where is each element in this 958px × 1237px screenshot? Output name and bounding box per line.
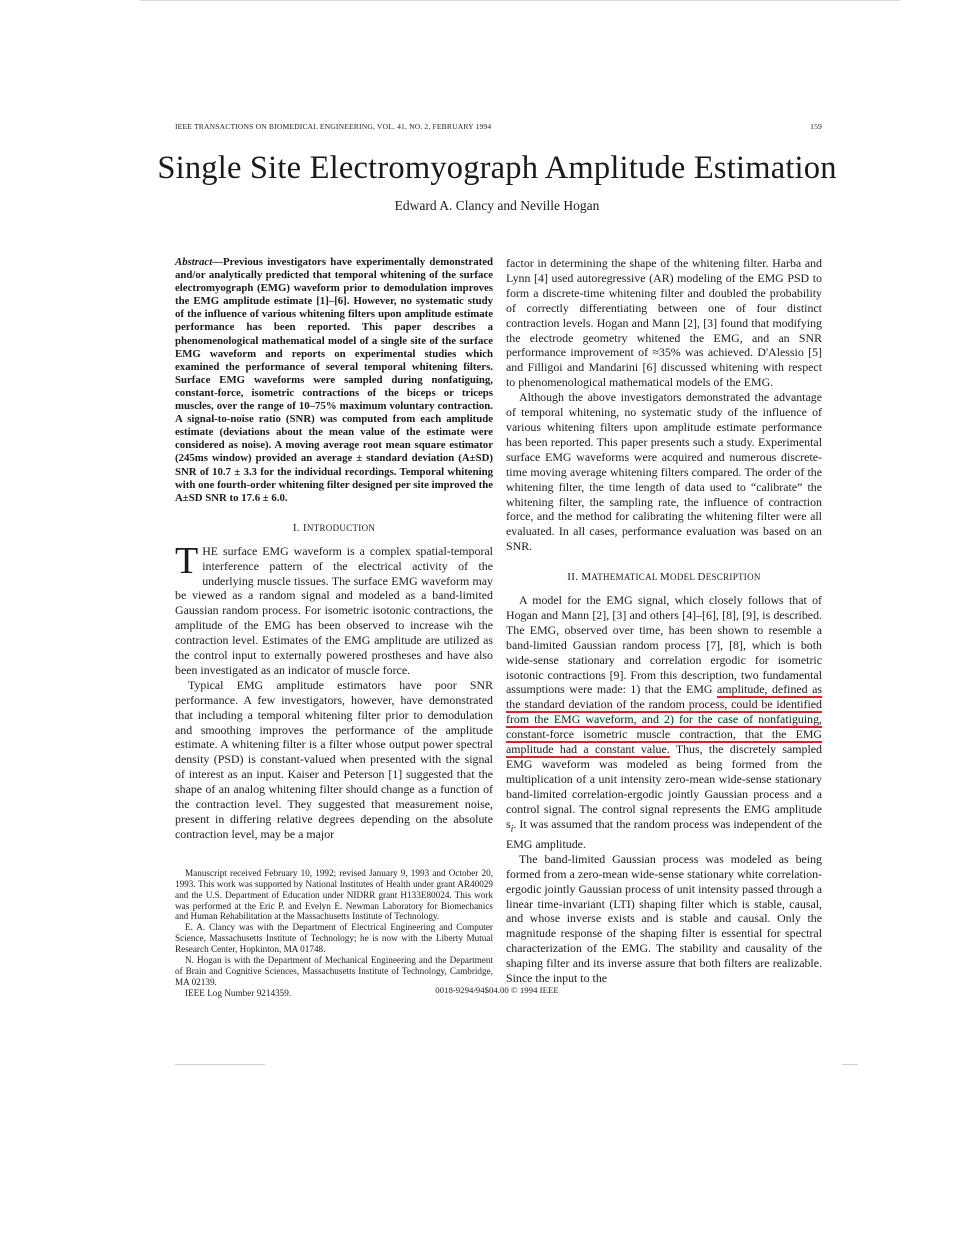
running-header [175,122,822,131]
abstract-text: —Previous investigators have experimentally demonstrated and/or analytically predicted that temporal whitening of the surface electromyograph (EMG) waveform prior to demodulation improves the EMG amplitude estimate [1]–[6]. However, no systematic study of the influence of various whitening filters upon amplitude estimate performance has been reported. This paper describes a phenomenological mathematical model of a single site of the surface EMG waveform and reports on experimental studies which examined the performance of several temporal whitening filters. Surface EMG waveforms were sampled during nonfatiguing, constant-force, isometric contractions of the biceps or triceps muscles, over the range of 10–75% maximum voluntary contraction. A signal-to-noise ratio (SNR) was computed from each amplitude estimate (deviations about the mean value of the estimate were considered as noise). A moving average root mean square estimator (245ms window) provided an average ± standard deviation (A±SD) SNR of 10.7 ± 3.3 for the individual recordings. Temporal whitening with one fourth-order whitening filter designed per site improved the A±SD SNR to 17.6 ± 6.0. [175,256,493,504]
copyright-line: 0018-9294/94$04.00 © 1994 IEEE [435,985,559,995]
right-column [506,256,822,986]
right-paragraph-2: Although the above investigators demonstrated the advantage of temporal whitening, no systematic study of the influence of various whitening filters upon amplitude estimate performance has been reported. This paper presents such a study. Experimental surface EMG waveforms were acquired and numerous discrete-time moving average whitening filters compared. The order of the whitening filter, the time length of data used to “calibrate” the whitening filter, the sampling rate, the influence of contraction force, and the method for calibrating the whitening filter were all evaluated. In all cases, performance evaluation was based on an SNR. [506,390,822,554]
footnote-manuscript: Manuscript received February 10, 1992; revised January 9, 1993 and October 20, 1993. This work was supported by National Institutes of Health under grant AR40029 and the U.S. Department of Education under NIDRR grant H133E80024. This work was performed at the Eric P. and Evelyn E. Newman Laboratory for Biomechanics and Human Rehabilitation at the Massachusetts Institute of Technology. [175,867,493,922]
footnote-hogan: N. Hogan is with the Department of Mechanical Engineering and the Department of Brain and Cognitive Sciences, Massachusetts Institute of Technology, Cambridge, MA 02139. [175,955,493,987]
model-paragraph-2: The band-limited Gaussian process was modeled as being formed from a zero-mean wide-sense stationary white correlation-ergodic jointly Gaussian process of unit intensity passed through a linear time-invariant (LTI) shaping filter which is stable, causal, and whose inverse exists and is stable and causal. Only the magnitude response of the shaping filter is essential for spectral characterization of the EMG. The stability and causality of the shaping filter and its inverse assure that both filters are realizable. Since the input to the [506,851,822,986]
scan-top-line [140,0,900,1]
intro-paragraph-1: THE surface EMG waveform is a complex spatial-temporal interference pattern of the electrical activity of the underlying muscle tissues. The surface EMG waveform may be viewed as a random signal and modeled as a band-limited Gaussian random process. For isometric isotonic contractions, the amplitude of the EMG has been observed to increase wih the contraction level. Estimates of the EMG amplitude are utilized as the control input to externally powered prostheses and have also been investigated as an indicator of muscle force. [175,539,493,677]
abstract [175,256,493,505]
right-paragraph-1: factor in determining the shape of the whitening filter. Harba and Lynn [4] used autoregressive (AR) modeling of the EMG PSD to form a discrete-time whitening filter and doubled the probability of correctly differentiating between one of four distinct contraction levels. Hogan and Mann [2], [3] found that modifying the electrode geometry whitened the EMG, and an SNR performance improvement of ≈35% was achieved. D'Alessio [5] and Filligoi and Mandarini [6] discussed whitening with respect to phenomenological mathematical models of the EMG. [506,256,822,390]
paper-authors: Edward A. Clancy and Neville Hogan [394,198,600,213]
left-column [175,256,493,999]
journal-citation: IEEE TRANSACTIONS ON BIOMEDICAL ENGINEERING, VOL. 41, NO. 2, FEBRUARY 1994 [175,122,492,131]
page-number: 159 [810,122,822,131]
section-heading-model: II. MATHEMATICAL MODEL DESCRIPTION [567,571,761,584]
footnotes [175,868,493,999]
section-heading-introduction: I. INTRODUCTION [292,521,376,534]
intro-paragraph-2: Typical EMG amplitude estimators have poor SNR performance. A few investigators, however, have demonstrated that including a temporal whitening filter prior to demodulation and smoothing improves the performance of the amplitude estimate. A whitening filter is a filter whose output power spectral density (PSD) is constant-valued when presented with the signal of interest as an input. Kaiser and Peterson [1] suggested that the shape of an analog whitening filter should change as a function of the contraction level. They suggested that measurement noise, present in differing relative degrees depending on the absolute contraction level, may be a major [175,677,493,841]
scan-artifact-right [842,1064,858,1065]
highlighted-assumptions: amplitude, defined as the standard deviation of the random process, could be identified from the EMG waveform, and 2) for the case of nonfatiguing, constant-force isometric muscle contraction, that the EMG amplitude had a constant value. [506,682,823,757]
paper-title: Single Site Electromyograph Amplitude Estimation [157,150,837,186]
abstract-lead: Abstract [175,256,213,268]
model-paragraph-1: A model for the EMG signal, which closely follows that of Hogan and Mann [2], [3] and others [4]–[6], [8], [9], is described. The EMG, observed over time, has been shown to resemble a band-limited Gaussian random process [7], [8], which is both wide-sense stationary and correlation ergodic for isometric isotonic contractions [9]. From this description, two fundamental assumptions were made: 1) that the EMG amplitude, defined as the standard deviation of the random process, could be identified from the EMG waveform, and 2) for the case of nonfatiguing, constant-force isometric muscle contraction, that the EMG amplitude had a constant value. Thus, the discretely sampled EMG waveform was modeled as being formed from the multiplication of a unit intensity zero-mean wide-sense stationary band-limited correlation-ergodic jointly Gaussian process and a control signal. The control signal represents the EMG amplitude $s_i$. It was assumed that the random process was independent of the EMG amplitude. [506,593,823,851]
footnote-log-number: IEEE Log Number 9214359. [185,987,292,998]
drop-cap: T [175,539,199,582]
scan-artifact-left [175,1064,265,1065]
footnote-clancy: E. A. Clancy was with the Department of Electrical Engineering and Computer Science, Massachusetts Institute of Technology; he is now with the Liberty Mutual Research Center, Hopkinton, MA 01748. [175,922,493,955]
